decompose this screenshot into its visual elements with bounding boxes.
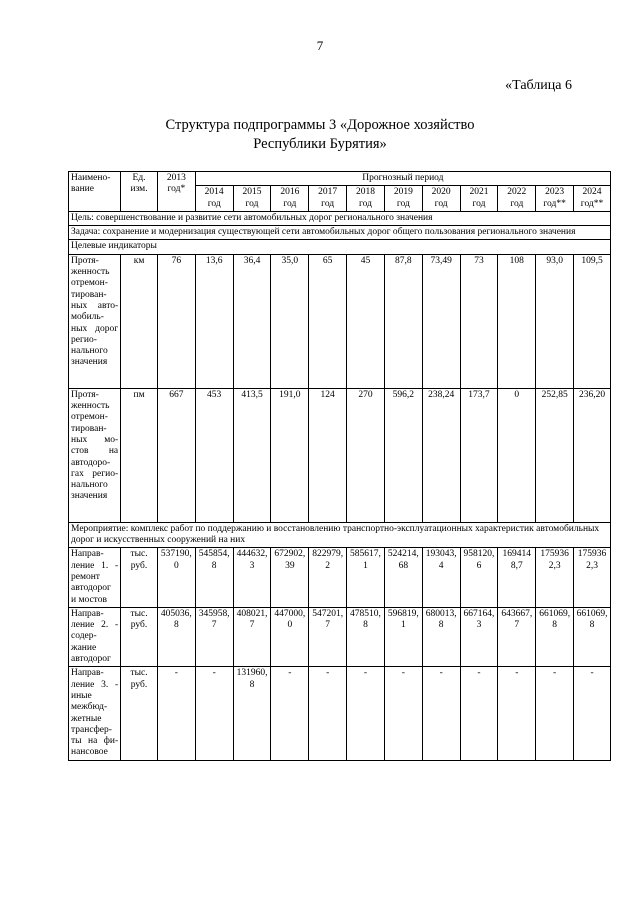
direction-row-3: [69, 667, 611, 760]
year-header: 2020 год: [422, 186, 460, 212]
cell-value: -: [574, 667, 611, 760]
cell-value: 65: [309, 254, 347, 388]
cell-value: -: [271, 667, 309, 760]
cell-value: 35,0: [271, 254, 309, 388]
year-header: 2017 год: [309, 186, 347, 212]
indicators-row: [69, 240, 611, 254]
table-label: «Таблица 6: [505, 78, 572, 93]
year-header: 2022 год: [498, 186, 536, 212]
cell-value: 73: [460, 254, 498, 388]
cell-value: 447000,0: [271, 607, 309, 666]
cell-value: 191,0: [271, 388, 309, 522]
cell-value: 405036,8: [157, 607, 195, 666]
cell-value: -: [498, 667, 536, 760]
cell-value: 108: [498, 254, 536, 388]
cell-value: 545854,8: [195, 548, 233, 607]
cell-value: 661069,8: [574, 607, 611, 666]
cell-value: 236,20: [574, 388, 611, 522]
year-header: 2021 год: [460, 186, 498, 212]
cell-value: -: [309, 667, 347, 760]
cell-value: 547201,7: [309, 607, 347, 666]
cell-value: -: [347, 667, 385, 760]
cell-value: 13,6: [195, 254, 233, 388]
cell-value: 453: [195, 388, 233, 522]
cell-value: 124: [309, 388, 347, 522]
activity-text: Мероприятие: комплекс работ по поддержанию и восстановлению транспортно-эксплуатационных характеристик автомобильных дорог и искусственных сооружений на них: [69, 522, 611, 548]
cell-value: 537190,0: [157, 548, 195, 607]
cell-value: 173,7: [460, 388, 498, 522]
cell-value: 238,24: [422, 388, 460, 522]
cell-value: 87,8: [384, 254, 422, 388]
cell-value: 667164,3: [460, 607, 498, 666]
cell-value: 413,5: [233, 388, 271, 522]
header-base-year: 2013 год*: [157, 172, 195, 212]
document-title: [0, 116, 640, 154]
cell-value: 73,49: [422, 254, 460, 388]
cell-value: 1759362,3: [574, 548, 611, 607]
cell-value: 408021,7: [233, 607, 271, 666]
header-name: Наимено-вание: [69, 172, 121, 212]
year-header: 2014 год: [195, 186, 233, 212]
cell-value: 345958,7: [195, 607, 233, 666]
row-unit: пм: [121, 388, 158, 522]
indicators-label: Целевые индикаторы: [69, 240, 611, 254]
direction-row-2: [69, 607, 611, 666]
cell-value: 585617,1: [347, 548, 385, 607]
cell-value: 93,0: [536, 254, 574, 388]
cell-value: 596819,1: [384, 607, 422, 666]
cell-value: 131960,8: [233, 667, 271, 760]
row-name: Направ-ление 3. - иные межбюд-жетные трансфер-ты на фи-нансовое: [69, 667, 121, 760]
cell-value: 252,85: [536, 388, 574, 522]
page-number: 7: [316, 38, 324, 53]
row-name: Направ-ление 1. - ремонт автодорог и мостов: [69, 548, 121, 607]
row-unit: км: [121, 254, 158, 388]
cell-value: -: [460, 667, 498, 760]
row-name: Протя-женность отремон-тирован-ных авто-мобиль-ных дорог регио-нального значения: [69, 254, 121, 388]
year-header: 2018 год: [347, 186, 385, 212]
cell-value: -: [384, 667, 422, 760]
header-forecast: Прогнозный период: [195, 172, 610, 186]
cell-value: 45: [347, 254, 385, 388]
cell-value: -: [195, 667, 233, 760]
title-line-1: Структура подпрограммы 3 «Дорожное хозяйство: [165, 117, 475, 133]
cell-value: 822979,2: [309, 548, 347, 607]
indicator-row-roads: [69, 254, 611, 388]
goal-text: Цель: совершенствование и развитие сети автомобильных дорог регионального значения: [69, 211, 611, 225]
cell-value: -: [536, 667, 574, 760]
cell-value: 661069,8: [536, 607, 574, 666]
cell-value: 958120,6: [460, 548, 498, 607]
cell-value: 1759362,3: [536, 548, 574, 607]
row-unit: тыс. руб.: [121, 548, 158, 607]
header-unit: Ед. изм.: [121, 172, 158, 212]
cell-value: 596,2: [384, 388, 422, 522]
cell-value: 672902,39: [271, 548, 309, 607]
cell-value: 524214,68: [384, 548, 422, 607]
cell-value: 680013,8: [422, 607, 460, 666]
row-unit: тыс. руб.: [121, 607, 158, 666]
cell-value: 1694148,7: [498, 548, 536, 607]
goal-row: [69, 211, 611, 225]
indicator-row-bridges: [69, 388, 611, 522]
year-header: 2024 год**: [574, 186, 611, 212]
year-header: 2016 год: [271, 186, 309, 212]
cell-value: 444632,3: [233, 548, 271, 607]
cell-value: -: [157, 667, 195, 760]
subprogram-structure-table: [68, 171, 611, 761]
row-name: Протя-женность отремон-тирован-ных мо-стов на автодоро-гах регио-нального значения: [69, 388, 121, 522]
cell-value: 667: [157, 388, 195, 522]
year-header: 2019 год: [384, 186, 422, 212]
task-text: Задача: сохранение и модернизация существующей сети автомобильных дорог общего пользования регионального значения: [69, 226, 611, 240]
cell-value: 36,4: [233, 254, 271, 388]
cell-value: 478510,8: [347, 607, 385, 666]
cell-value: 193043,4: [422, 548, 460, 607]
row-name: Направ-ление 2. - содер-жание автодорог: [69, 607, 121, 666]
cell-value: 270: [347, 388, 385, 522]
row-unit: тыс. руб.: [121, 667, 158, 760]
direction-row-1: [69, 548, 611, 607]
year-header: 2023 год**: [536, 186, 574, 212]
cell-value: 0: [498, 388, 536, 522]
task-row: [69, 226, 611, 240]
cell-value: -: [422, 667, 460, 760]
activity-row: [69, 522, 611, 548]
cell-value: 643667,7: [498, 607, 536, 666]
year-header: 2015 год: [233, 186, 271, 212]
cell-value: 109,5: [574, 254, 611, 388]
title-line-2: Республики Бурятия»: [253, 136, 387, 152]
cell-value: 76: [157, 254, 195, 388]
header-row-1: [69, 172, 611, 186]
